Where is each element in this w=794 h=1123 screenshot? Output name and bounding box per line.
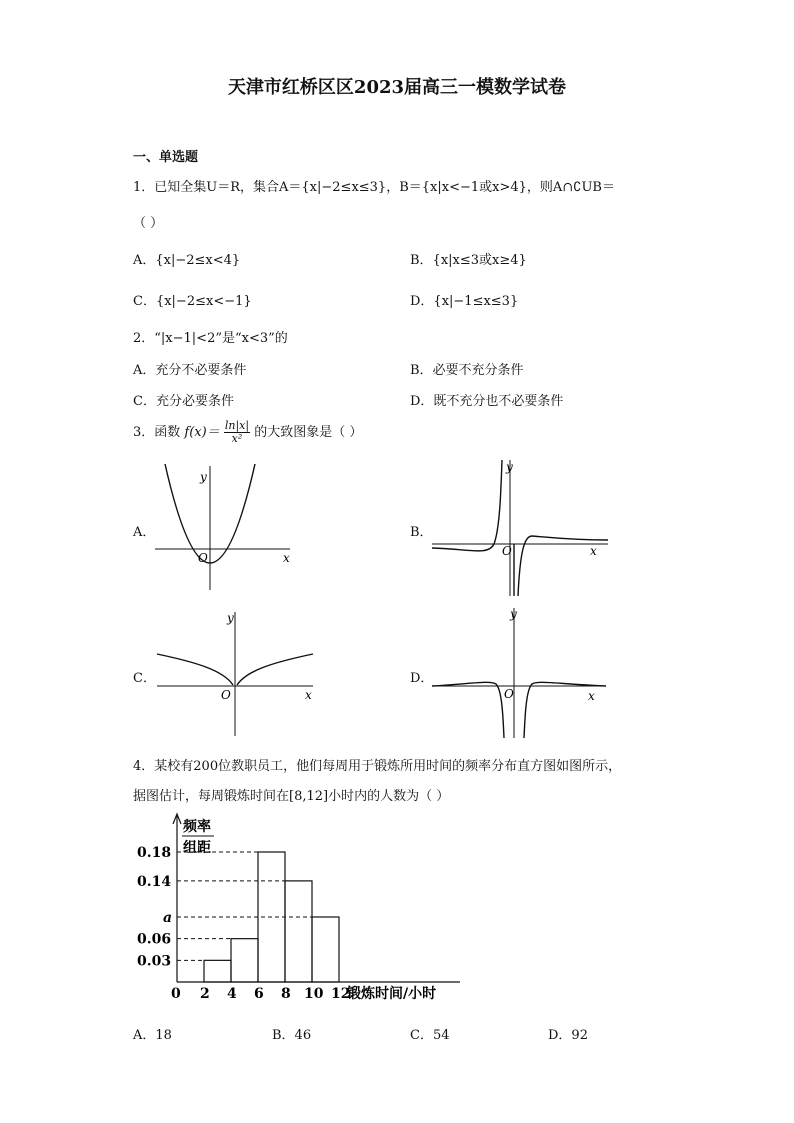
x-tick-label: 2 bbox=[200, 986, 210, 1002]
q4-stem-line2: 据图估计，每周锻炼时间在[8,12]小时内的人数为（ ） bbox=[133, 789, 450, 804]
graph-d-x-label: x bbox=[588, 689, 595, 703]
x-axis-label: 锻炼时间/小时 bbox=[347, 986, 437, 1002]
q1-option-a[interactable]: A．{x|−2≤x<4} bbox=[133, 253, 241, 268]
q3-stem-post: 的大致图象是（ ） bbox=[254, 425, 363, 440]
x-tick-label: 6 bbox=[254, 986, 264, 1002]
q2-option-b[interactable]: B．必要不充分条件 bbox=[410, 363, 524, 378]
histogram-chart bbox=[130, 812, 480, 1007]
x-tick-label: 0 bbox=[171, 986, 181, 1002]
page-title: 天津市红桥区区2023届高三一模数学试卷 bbox=[227, 77, 567, 98]
q3-option-c-label[interactable]: C． bbox=[133, 671, 156, 686]
q2-option-d[interactable]: D．既不充分也不必要条件 bbox=[410, 394, 564, 409]
q3-fraction bbox=[224, 420, 250, 445]
q3-option-a-label[interactable]: A． bbox=[133, 525, 156, 540]
graph-d-y-label: y bbox=[510, 607, 517, 621]
q3-stem-pre: 3．函数 bbox=[133, 425, 181, 440]
x-tick-label: 10 bbox=[304, 986, 324, 1002]
y-label-top: 频率 bbox=[183, 819, 211, 835]
graph-a-origin: O bbox=[198, 551, 208, 565]
q4-option-d[interactable]: D．92 bbox=[548, 1028, 588, 1043]
graph-b-origin: O bbox=[502, 544, 512, 558]
graph-c-y-label: y bbox=[227, 611, 234, 625]
q4-option-c[interactable]: C．54 bbox=[410, 1028, 450, 1043]
graph-b-x-label: x bbox=[590, 544, 597, 558]
q2-option-a[interactable]: A．充分不必要条件 bbox=[133, 363, 247, 378]
graph-c[interactable] bbox=[155, 610, 320, 738]
q4-option-b[interactable]: B．46 bbox=[272, 1028, 312, 1043]
graph-a-y-label: y bbox=[200, 470, 207, 484]
q2-option-c[interactable]: C．充分必要条件 bbox=[133, 394, 234, 409]
graph-b-y-label: y bbox=[506, 460, 513, 474]
y-tick-label: 0.03 bbox=[137, 953, 172, 970]
q1-option-c[interactable]: C．{x|−2≤x<−1} bbox=[133, 294, 252, 309]
q1-option-d[interactable]: D．{x|−1≤x≤3} bbox=[410, 294, 519, 309]
graph-b-left-branch bbox=[432, 460, 502, 551]
histogram-bar bbox=[285, 881, 312, 982]
y-tick-label: a bbox=[163, 910, 173, 926]
graph-d-origin: O bbox=[504, 687, 514, 701]
histogram-bar bbox=[204, 960, 231, 982]
graph-a[interactable] bbox=[150, 462, 300, 594]
histogram-bar bbox=[312, 917, 339, 982]
x-tick-label: 8 bbox=[281, 986, 291, 1002]
y-tick-label: 0.14 bbox=[137, 873, 172, 890]
y-label-bottom: 组距 bbox=[183, 840, 211, 856]
q1-stem: 1．已知全集U＝R，集合A＝{x|−2≤x≤3}，B＝{x|x<−1或x>4}，则A∩∁UB＝ bbox=[133, 180, 615, 195]
y-tick-label: 0.06 bbox=[137, 931, 172, 948]
q1-option-b[interactable]: B．{x|x≤3或x≥4} bbox=[410, 253, 527, 268]
graph-d-left-branch bbox=[432, 682, 504, 738]
x-tick-label: 12 bbox=[331, 986, 351, 1002]
q3-option-b-label[interactable]: B． bbox=[410, 525, 433, 540]
q3-function: f(x)＝ bbox=[184, 425, 220, 440]
q4-stem-line1: 4．某校有200位教职员工，他们每周用于锻炼所用时间的频率分布直方图如图所示， bbox=[133, 759, 622, 774]
graph-c-x-label: x bbox=[305, 688, 312, 702]
graph-b[interactable] bbox=[430, 458, 610, 598]
y-tick-label: 0.18 bbox=[137, 845, 172, 861]
q4-option-a[interactable]: A．18 bbox=[133, 1028, 172, 1043]
q3-fraction-denominator: x² bbox=[231, 432, 243, 445]
q3-stem bbox=[133, 420, 362, 445]
q2-stem: 2．“|x−1|<2”是“x<3”的 bbox=[133, 331, 288, 346]
histogram-bar bbox=[231, 939, 258, 982]
graph-d[interactable] bbox=[430, 606, 610, 740]
graph-a-x-label: x bbox=[283, 551, 290, 565]
q3-fraction-numerator: ln|x| bbox=[224, 419, 250, 432]
graph-c-right-branch bbox=[237, 654, 313, 685]
graph-c-left-branch bbox=[157, 654, 233, 685]
q3-option-d-label[interactable]: D． bbox=[410, 671, 434, 686]
section-heading: 一、单选题 bbox=[133, 150, 199, 165]
x-tick-label: 4 bbox=[227, 986, 237, 1002]
graph-c-origin: O bbox=[221, 688, 231, 702]
q1-paren: （ ） bbox=[133, 216, 164, 231]
